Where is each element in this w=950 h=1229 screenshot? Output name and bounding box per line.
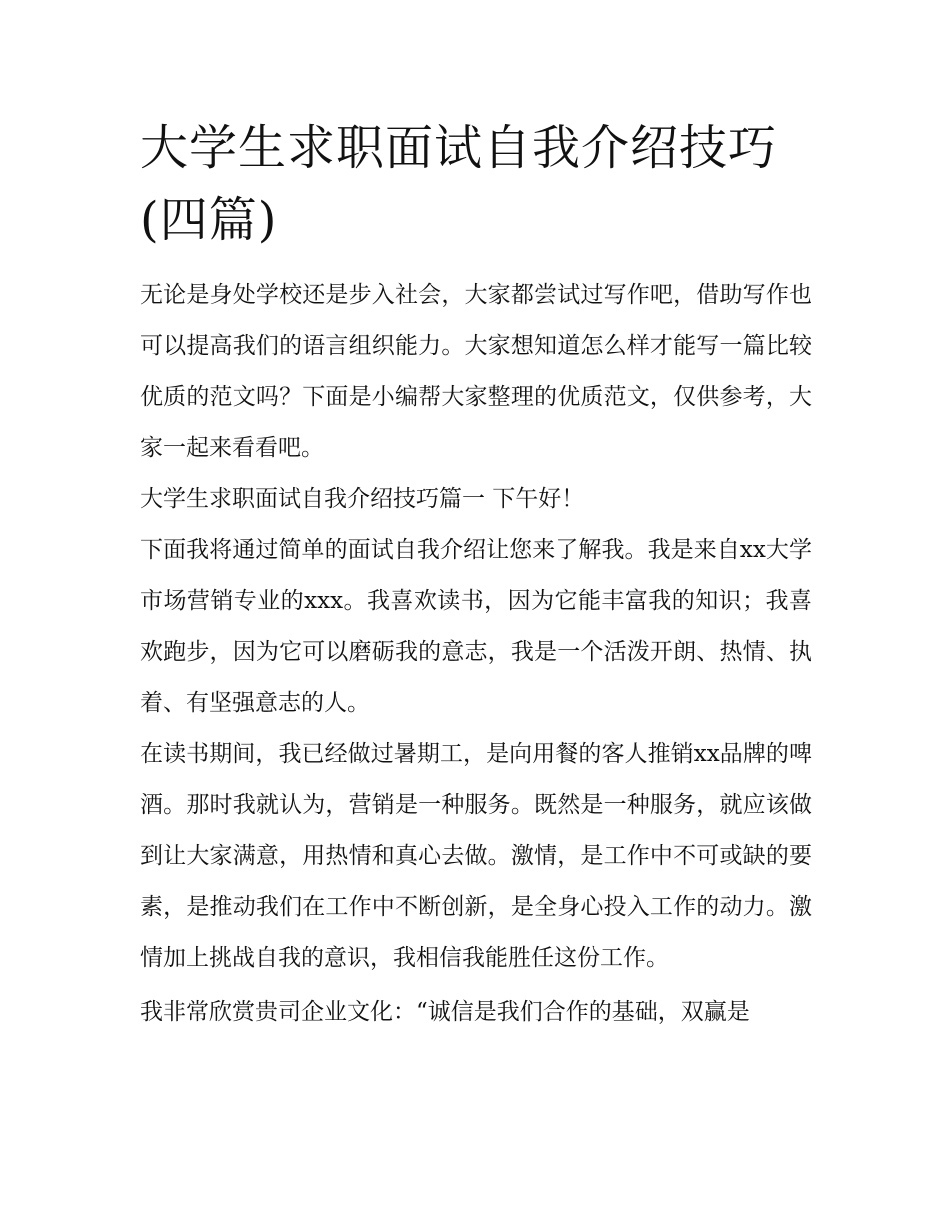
document-title: 大学生求职面试自我介绍技巧(四篇)	[140, 120, 778, 248]
work-experience-paragraph: 在读书期间，我已经做过暑期工，是向用餐的客人推销xx品牌的啤酒。那时我就认为，营销是一种服务。既然是一种服务，就应该做到让大家满意，用热情和真心去做。激情，是工作中不可或缺的要素，是推动我们在工作中不断创新，是全身心投入工作的动力。激情加上挑战自我的意识，我相信我能胜任这份工作。	[140, 741, 812, 971]
section-heading-paragraph: 大学生求职面试自我介绍技巧篇一 下午好！	[140, 486, 585, 512]
intro-paragraph: 无论是身处学校还是步入社会，大家都尝试过写作吧，借助写作也可以提高我们的语言组织能力。大家想知道怎么样才能写一篇比较优质的范文吗？下面是小编帮大家整理的优质范文，仅供参考，大家一起来看看吧。	[140, 282, 812, 461]
document-content	[140, 112, 812, 1038]
self-introduction-paragraph: 下面我将通过简单的面试自我介绍让您来了解我。我是来自xx大学市场营销专业的xxx。我喜欢读书，因为它能丰富我的知识；我喜欢跑步，因为它可以磨砺我的意志，我是一个活泼开朗、热情、执着、有坚强意志的人。	[140, 537, 812, 716]
company-culture-paragraph: 我非常欣赏贵司企业文化：“诚信是我们合作的基础，双赢是	[140, 999, 750, 1025]
document-body	[140, 270, 812, 1038]
